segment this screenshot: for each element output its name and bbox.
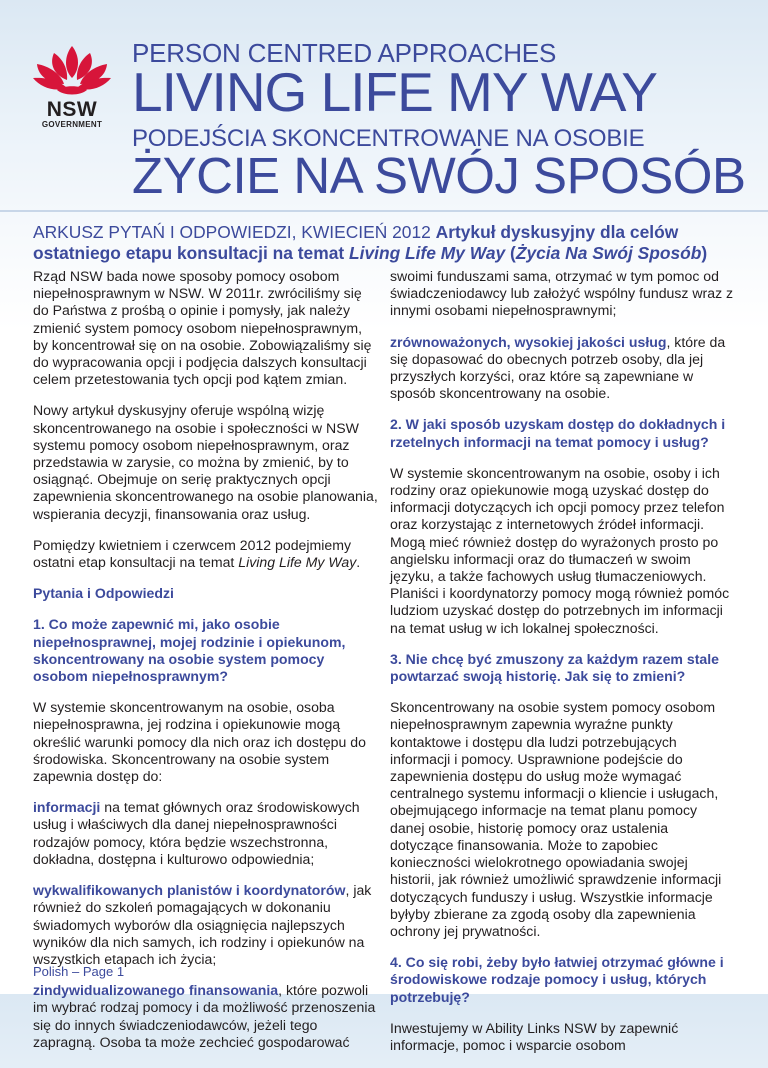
waratah-flower-icon (31, 42, 113, 98)
logo-government-text: GOVERNMENT (41, 120, 103, 129)
intro-paragraph: Rząd NSW bada nowe sposoby pomocy osobom niepełnosprawnym w NSW. W 2011r. zwróciliśmy się do Państwa z prośbą o opinie i pomysły, jak należy zmienić system pomocy osobom niepełnosprawnym, by koncentrował się on na osobie. Zobowiązaliśmy się do wypracowania opcji i podjęcia dalszych konsultacji celem przetestowania tych opcji pod kątem zmian. (33, 268, 372, 388)
logo-nsw-text: NSW (46, 98, 98, 121)
bullet-funding-term: zindywidualizowanego finansowania (33, 982, 279, 999)
left-column (33, 268, 378, 1065)
question-4: 4. Co się robi, żeby było łatwiej otrzymać główne i środowiskowe rodzaje pomocy i usług, których potrzebuję? (390, 954, 724, 1005)
bullet-services-text: , które da się dopasować do obecnych potrzeb osoby, dla jej przyszłych korzyści, oraz które są zapewniane w sposób skoncentrowany na osobie. (390, 333, 726, 402)
subtitle-bold-b: ( (505, 243, 516, 263)
consultation-paragraph (33, 537, 378, 571)
subtitle-bold-a: Artykuł dyskusyjny dla celów ostatniego etapu konsultacji na temat (33, 222, 679, 263)
question-1: 1. Co może zapewnić mi, jako osobie niepełnosprawnej, mojej rodzinie i opiekunom, skoncentrowany na osobie system pomocy osobom niepełnosprawnym? (33, 616, 346, 685)
bullet-funding-text: , które pozwoli im wybrać rodzaj pomocy i da możliwość przenoszenia się do innych świadczeniodawców, jeżeli tego zapragną. Osoba ta może zechcieć gospodarować (33, 982, 376, 1050)
answer-4: Inwestujemy w Ability Links NSW by zapewnić informacje, pomoc i wsparcie osobom (390, 1019, 679, 1053)
consultation-end: . (356, 554, 361, 571)
answer-2: W systemie skoncentrowanym na osobie, osoby i ich rodziny oraz opiekunowie mogą uzyskać dostęp do informacji dotyczących ich opcji pomocy przez telefon oraz korzystając z internetowych źródeł informacji. Mogą mieć również dostęp do wyrażonych prosto po angielsku informacji oraz do tłumaczeń w swoim języku, a także fachowych usług tłumaczeniowych. Planiści i koordynatorzy pomocy mogą również pomóc ludziom uzyskać dostęp do potrzebnych im informacji na temat usług w ich lokalnej społeczności. (390, 464, 730, 636)
bullet-information (33, 799, 378, 868)
qa-heading: Pytania i Odpowiedzi (33, 585, 174, 602)
bullet-services (390, 334, 735, 403)
document-subtitle (33, 222, 733, 264)
bullet-planners (33, 882, 378, 968)
discussion-paper-paragraph: Nowy artykuł dyskusyjny oferuje wspólną wizję skoncentrowanego na osobie i społeczności w NSW systemu pomocy osobom niepełnosprawnym, oraz przedstawia w zarysie, co można by zmienić, by to osiągnąć. Obejmuje on serię praktycznych opcji zapewnienia skoncentrowanego na osobie planowania, wspierania decyzji, finansowania oraz usług. (33, 402, 378, 522)
funding-continued: swoimi funduszami sama, otrzymać w tym pomoc od świadczeniodawcy lub założyć wspólny fundusz wraz z innymi osobami niepełnosprawnymi; (390, 268, 734, 319)
question-2: 2. W jaki sposób uzyskam dostęp do dokładnych i rzetelnych informacji na temat pomocy i usług? (390, 416, 726, 450)
title-en-small: PERSON CENTRED APPROACHES (132, 38, 557, 68)
bullet-planners-text: , jak również do szkoleń pomagających w dokonaniu świadomych wyborów dla osiągnięcia najlepszych wyników dla nich samych, ich rodziny i opiekunów na wszystkich etapach ich życia; (33, 882, 372, 967)
right-column (390, 268, 735, 1068)
title-pl-small: PODEJŚCIA SKONCENTROWANE NA OSOBIE (132, 125, 645, 152)
bullet-information-text: na temat głównych oraz środowiskowych usług i właściwych dla danej niepełnosprawności rodzajów pomocy, która będzie wszechstronna, dokładna, dostępna i kulturowo odpowiednia; (33, 799, 360, 867)
consultation-text: Pomiędzy kwietniem i czerwcem 2012 podejmiemy ostatni etap konsultacji na temat (33, 536, 352, 571)
bullet-information-term: informacji (33, 799, 101, 816)
answer-1: W systemie skoncentrowanym na osobie, osoba niepełnosprawna, jej rodzina i opiekunowie mogą określić warunki pomocy dla nich oraz ich dostępu do środowiska. Skoncentrowany na osobie system zapewnia dostęp do: (33, 699, 366, 785)
bullet-planners-term: wykwalifikowanych planistów i koordynatorów (33, 882, 346, 899)
title-pl-big: ŻYCIE NA SWÓJ SPOSÓB (132, 147, 746, 204)
bullet-services-term: zrównoważonych, wysokiej jakości usług (390, 333, 667, 350)
question-3: 3. Nie chcę być zmuszony za każdym razem stale powtarzać swoją historię. Jak się to zmieni? (390, 650, 720, 685)
nsw-government-logo (31, 42, 113, 129)
subtitle-prefix: ARKUSZ PYTAŃ I ODPOWIEDZI, KWIECIEŃ 2012 (33, 222, 436, 242)
header-divider (0, 210, 768, 212)
answer-3: Skoncentrowany na osobie system pomocy osobom niepełnosprawnym zapewnia wyraźne punkty kontaktowe i dostępu dla ludzi potrzebujących informacji i pomocy. Usprawnione podejście do zapewnienia dostępu do usług może wymagać centralnego systemu informacji o kliencie i usługach, obejmującego informacje na temat planu pomocy danej osobie, historię pomocy oraz ustalenia dotyczące finansowania. Może to zapobiec konieczności wielokrotnego opowiadania swojej historii, jak również umożliwić sprawdzenie informacji dotyczących funduszy i usług. Wszystkie informacje byłyby zbierane za zgodą osoby dla zapewnienia ochrony jej prywatności. (390, 699, 722, 939)
consultation-italic: Living Life My Way (238, 554, 357, 571)
title-en-big: LIVING LIFE MY WAY (132, 61, 657, 123)
page-footer: Polish – Page 1 (33, 964, 125, 979)
bullet-funding (33, 982, 378, 1051)
subtitle-italic: Living Life My Way (349, 243, 506, 263)
subtitle-italic-2: Życia Na Swój Sposób (515, 243, 702, 263)
subtitle-bold-c: ) (701, 243, 708, 263)
